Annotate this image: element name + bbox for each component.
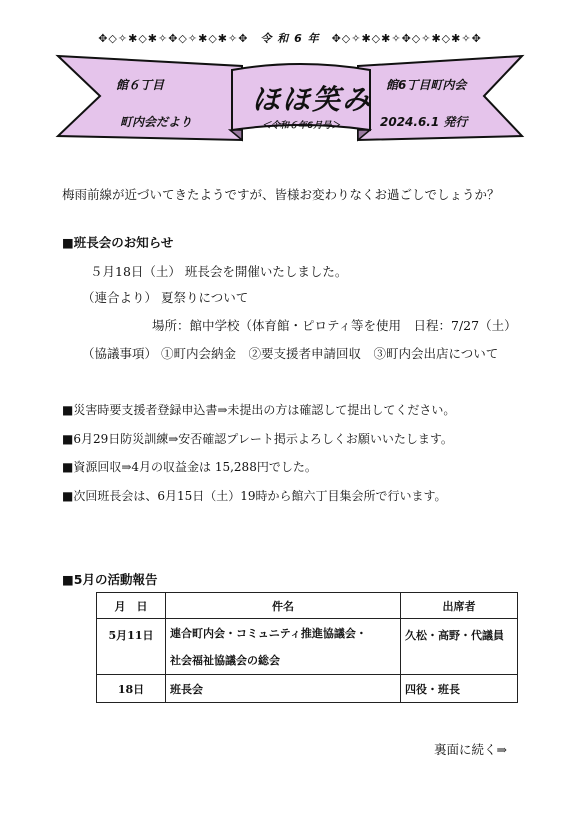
column-header-date: 月 日 <box>97 593 166 619</box>
row-date: 18日 <box>97 675 166 703</box>
intro-text: 梅雨前線が近づいてきたようですが、皆様お変わりなくお過ごしでしょうか？ <box>62 187 500 202</box>
banner-right-top-text: 館6丁目町内会 <box>386 78 467 92</box>
row-subject: 連合町内会・コミュニティ推進協議会・ <box>166 619 401 647</box>
issue-label: ＜令和６年6月号＞ <box>262 121 341 131</box>
meeting-line-2: （連合より） 夏祭りについて <box>82 290 249 305</box>
table-row <box>97 619 518 647</box>
column-header-subject: 件名 <box>166 593 401 619</box>
continued-on-back: 裏面に続く⇒ <box>434 742 507 757</box>
table-header-row <box>97 593 518 619</box>
notice-item: ■資源回収⇒4月の収益金は 15,288円でした。 <box>62 460 317 474</box>
row-subject: 班長会 <box>166 675 401 703</box>
banner-left-bottom-text: 町内会だより <box>120 115 193 129</box>
banner-left-top-text: 館６丁目 <box>116 78 165 92</box>
row-attendees: 久松・高野・代議員 <box>401 619 518 675</box>
meeting-heading: ■班長会のお知らせ <box>62 235 174 250</box>
report-heading: ■5月の活動報告 <box>62 572 158 587</box>
notice-item: ■6月29日防災訓練⇒安否確認プレート掲示よろしくお願いいたします。 <box>62 432 453 446</box>
newsletter-title: ほほ笑み <box>252 83 373 116</box>
notice-item: ■災害時要支援者登録申込書⇒未提出の方は確認して提出してください。 <box>62 403 456 417</box>
column-header-attendees: 出席者 <box>401 593 518 619</box>
activity-report-table <box>96 592 518 703</box>
table-row <box>97 675 518 703</box>
row-subject-continued: 社会福祉協議会の総会 <box>166 647 401 675</box>
notice-item: ■次回班長会は、6月15日（土）19時から館六丁目集会所で行います。 <box>62 489 447 503</box>
meeting-line-4: （協議事項） ①町内会納金 ②要支援者申請回収 ③町内会出店について <box>82 346 499 361</box>
banner-right-bottom-text: 2024.6.1 発行 <box>380 115 468 129</box>
row-date: 5月11日 <box>97 619 166 675</box>
row-attendees: 四役・班長 <box>401 675 518 703</box>
meeting-line-3: 場所：館中学校（体育館・ピロティ等を使用 日程：7/27（土） <box>152 318 517 333</box>
header-ornament-line: ✥◇✧✱◇✱✧✥◇✧✱◇✱✧✥ 令 和 6 年 ✥◇✧✱◇✱✧✥◇✧✱◇✱✧✥ <box>98 32 482 45</box>
meeting-line-1: ５月18日（土） 班長会を開催いたしました。 <box>90 264 348 279</box>
